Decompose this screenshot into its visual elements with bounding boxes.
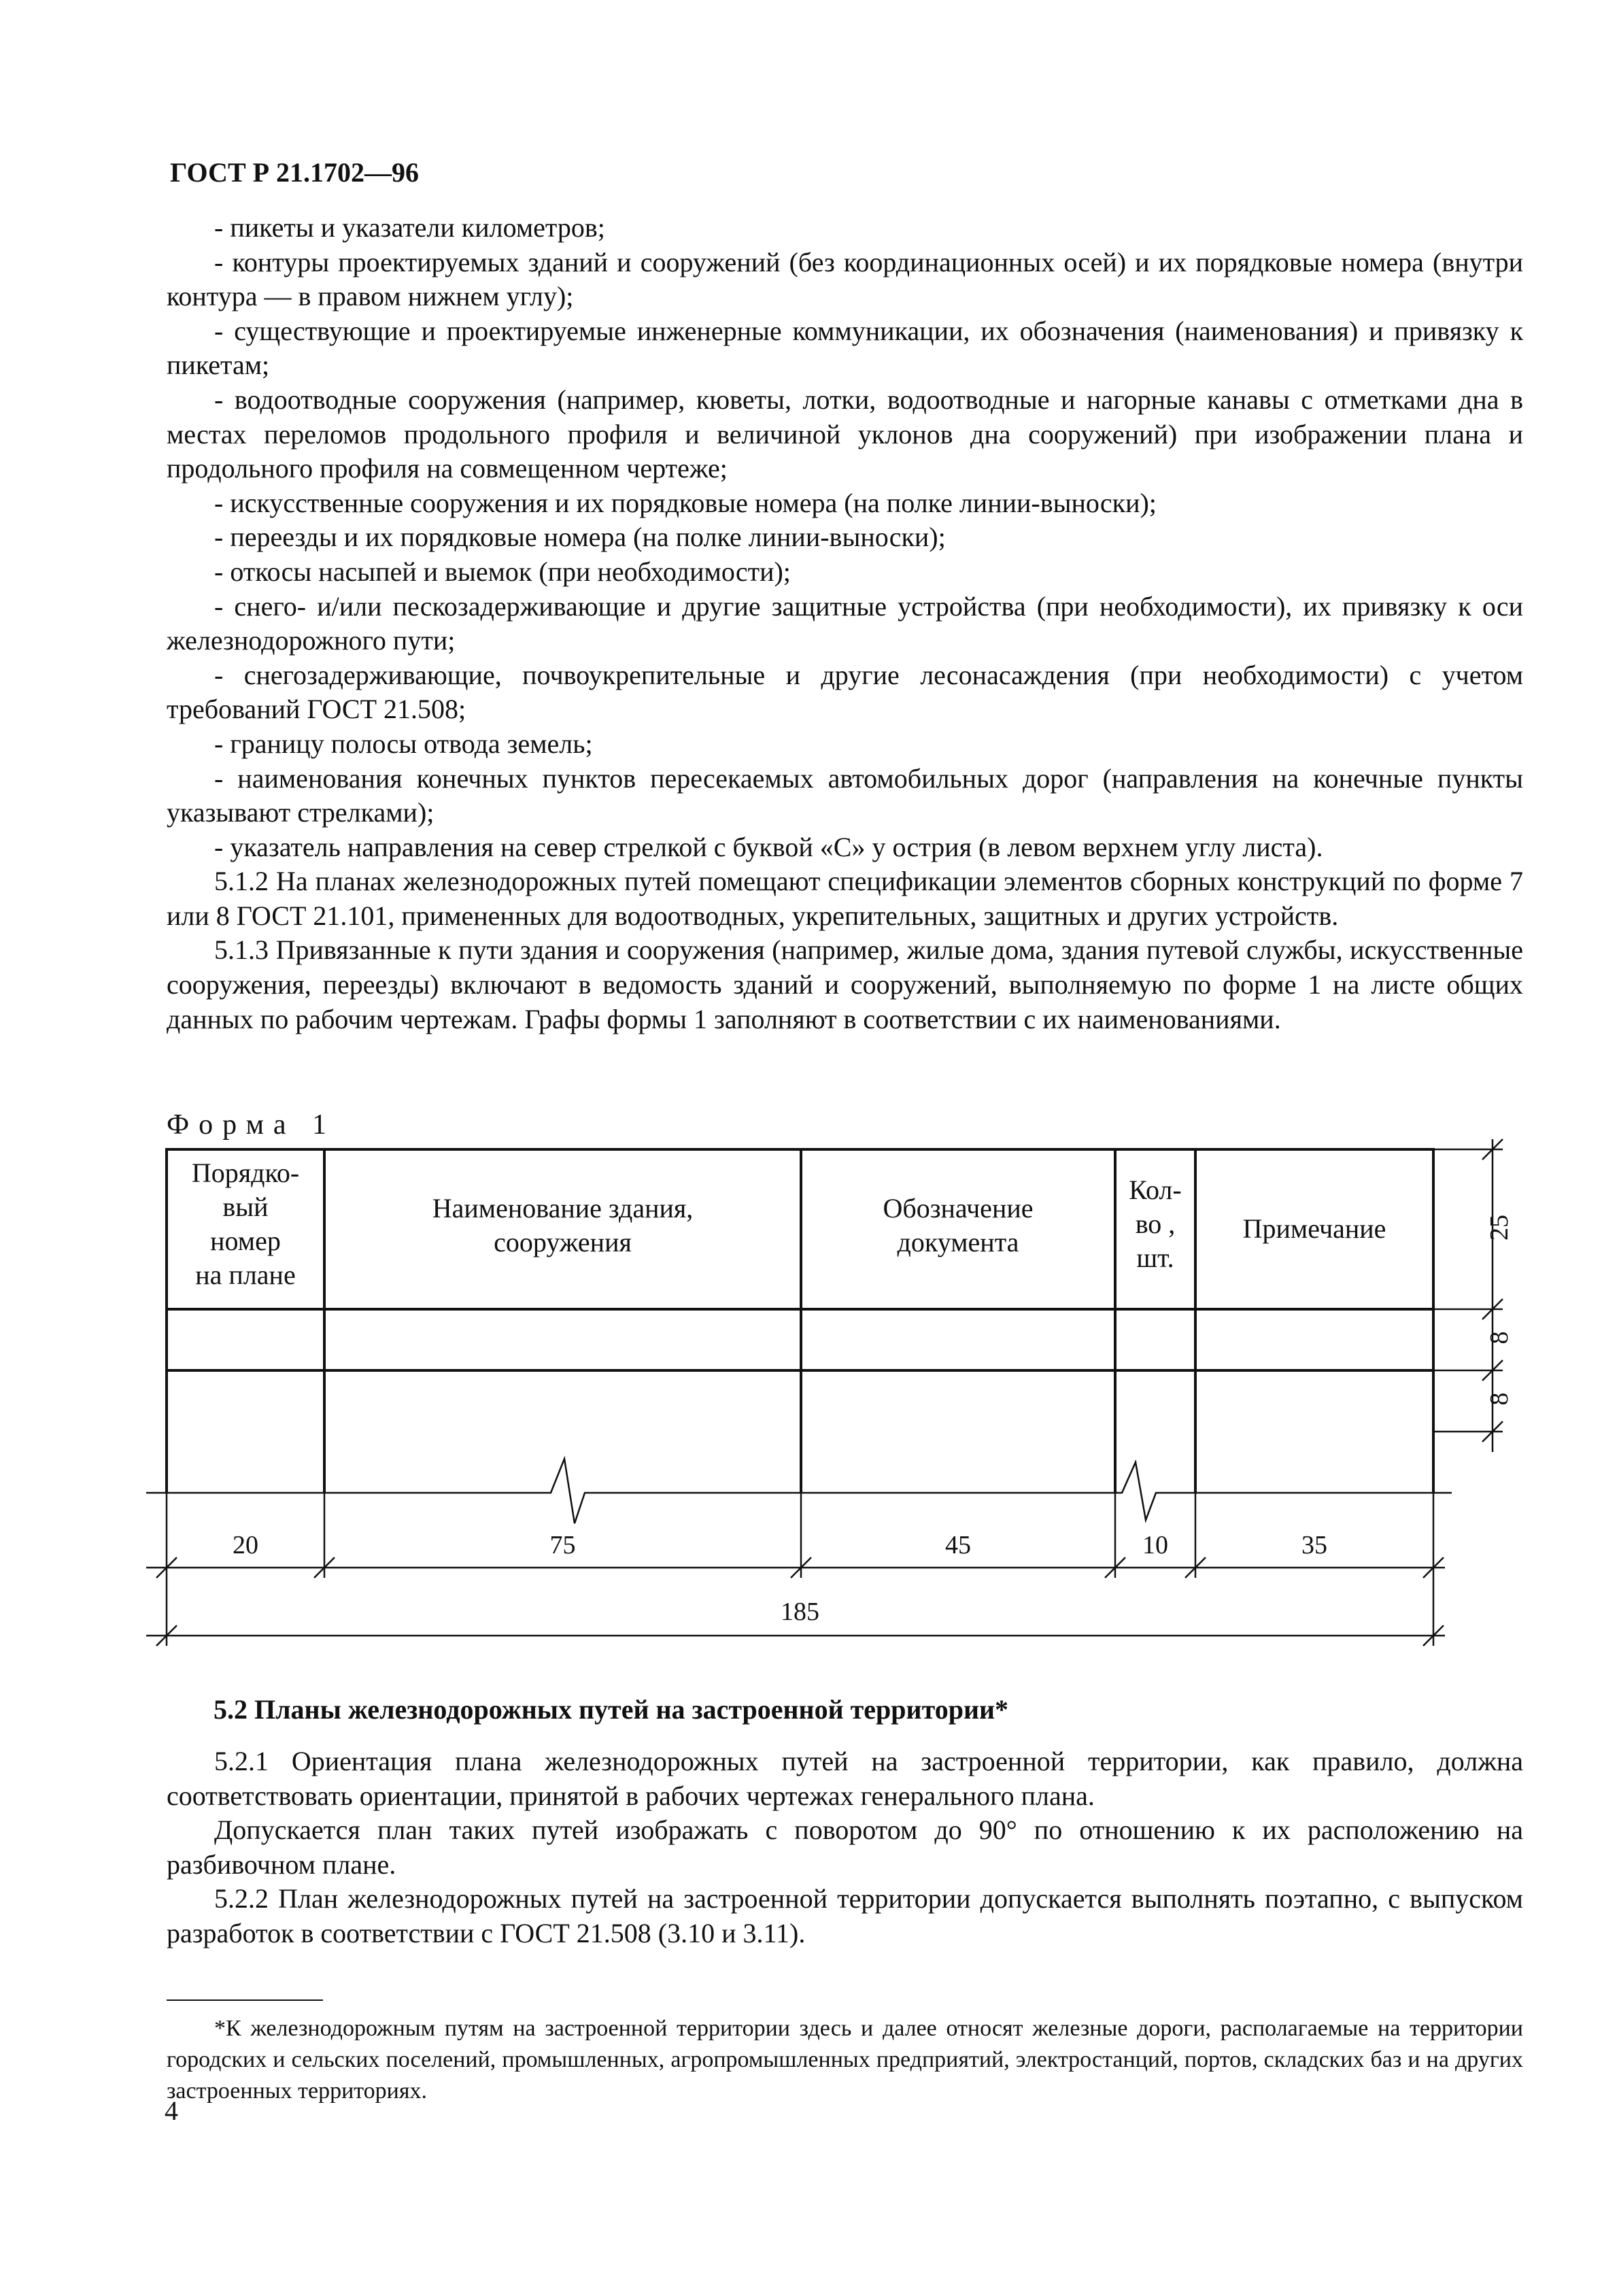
form-label: Форма 1	[167, 1109, 336, 1141]
list-item: - наименования конечных пунктов пересекаемых автомобильных дорог (направления на конечные пункты указывают стрелками);	[167, 762, 1523, 828]
list-item: - снего- и/или пескозадерживающие и другие защитные устройства (при необходимости), их привязку к оси железнодорожного пути;	[167, 590, 1523, 656]
list-item: - контуры проектируемых зданий и сооружений (без координационных осей) и их порядковые номера (внутри контура — в правом нижнем углу);	[167, 246, 1523, 312]
standard-code: ГОСТ Р 21.1702—96	[170, 157, 420, 188]
col-header-building-name: Наименование здания, сооружения	[432, 1193, 694, 1257]
list-item: - откосы насыпей и выемок (при необходимости);	[214, 556, 791, 587]
list-item: - водоотводные сооружения (например, кюветы, лотки, водоотводные и нагорные канавы с отметками дна в местах переломов продольного профиля и величиной уклонов дна сооружений) при изображении плана и продольного профиля на совмещенном чертеже;	[167, 384, 1523, 484]
dim-row-height: 8	[1485, 1392, 1514, 1406]
dim-col-width: 45	[945, 1531, 971, 1559]
dim-col-width: 35	[1301, 1531, 1327, 1559]
section-5-2-title: 5.2 Планы железнодорожных путей на застроенной территории*	[214, 1694, 1009, 1725]
dim-total-width: 185	[781, 1598, 819, 1626]
footnote-separator	[167, 1999, 323, 2001]
list-item: - пикеты и указатели километров;	[214, 212, 605, 243]
list-item: - переезды и их порядковые номера (на полке линии-выноски);	[214, 522, 946, 553]
col-header-notes: Примечание	[1242, 1213, 1386, 1244]
paragraph-5-2-2: 5.2.2 План железнодорожных путей на застроенной территории допускается выполнять поэтапно, с выпуском разработок в соответствии с ГОСТ 21.508 (3.10 и 3.11).	[167, 1883, 1523, 1948]
paragraph-5-1-3: 5.1.3 Привязанные к пути здания и сооружения (например, жилые дома, здания путевой службы, искусственные сооружения, переезды) включают в ведомость зданий и сооружений, выполняемую по форме 1 на листе общих данных по рабочим чертежам. Графы формы 1 заполняют в соответствии с их наименованиями.	[167, 934, 1523, 1034]
list-item: - искусственные сооружения и их порядковые номера (на полке линии-выноски);	[214, 487, 1157, 518]
dim-col-width: 10	[1142, 1531, 1168, 1559]
list-item: - указатель направления на север стрелкой с буквой «С» у острия (в левом верхнем углу листа).	[214, 831, 1323, 862]
dim-row-height: 8	[1485, 1331, 1514, 1345]
section-5-2-text	[167, 1744, 1523, 1951]
col-header-quantity: Кол- во , шт.	[1129, 1175, 1182, 1273]
paragraph-allowed: Допускается план таких путей изображать с поворотом до 90° по отношению к их расположению на разбивочном плане.	[167, 1814, 1523, 1880]
col-header-order-number: Порядко- вый номер на плане	[191, 1158, 300, 1290]
dim-col-width: 20	[233, 1531, 258, 1559]
paragraph-5-2-1: 5.2.1 Ориентация плана железнодорожных путей на застроенной территории, как правило, должна соответствовать ориентации, принятой в рабочих чертежах генерального плана.	[167, 1746, 1523, 1811]
dim-header-height: 25	[1485, 1215, 1514, 1240]
break-lines	[146, 1459, 1452, 1523]
paragraph-5-1-2: 5.1.2 На планах железнодорожных путей помещают спецификации элементов сборных конструкций по форме 7 или 8 ГОСТ 21.101, примененных для водоотводных, укрепительных, защитных и других устройств.	[167, 866, 1523, 931]
page-number: 4	[165, 2095, 178, 2126]
dim-col-width: 75	[549, 1531, 576, 1559]
list-item: - снегозадерживающие, почвоукрепительные и другие лесонасаждения (при необходимости) с учетом требований ГОСТ 21.508;	[167, 659, 1523, 725]
list-item: - границу полосы отвода земель;	[214, 728, 593, 759]
list-item: - существующие и проектируемые инженерные коммуникации, их обозначения (наименования) и привязку к пикетам;	[167, 315, 1523, 381]
col-header-document-designation: Обозначение документа	[883, 1193, 1034, 1257]
footnote: *К железнодорожным путям на застроенной территории здесь и далее относят железные дороги, располагаемые на территории городских и сельских поселений, промышленных, агропромышленных предприятий, электростанций, портов, складских баз и на других застроенных территориях.	[167, 2016, 1523, 2104]
